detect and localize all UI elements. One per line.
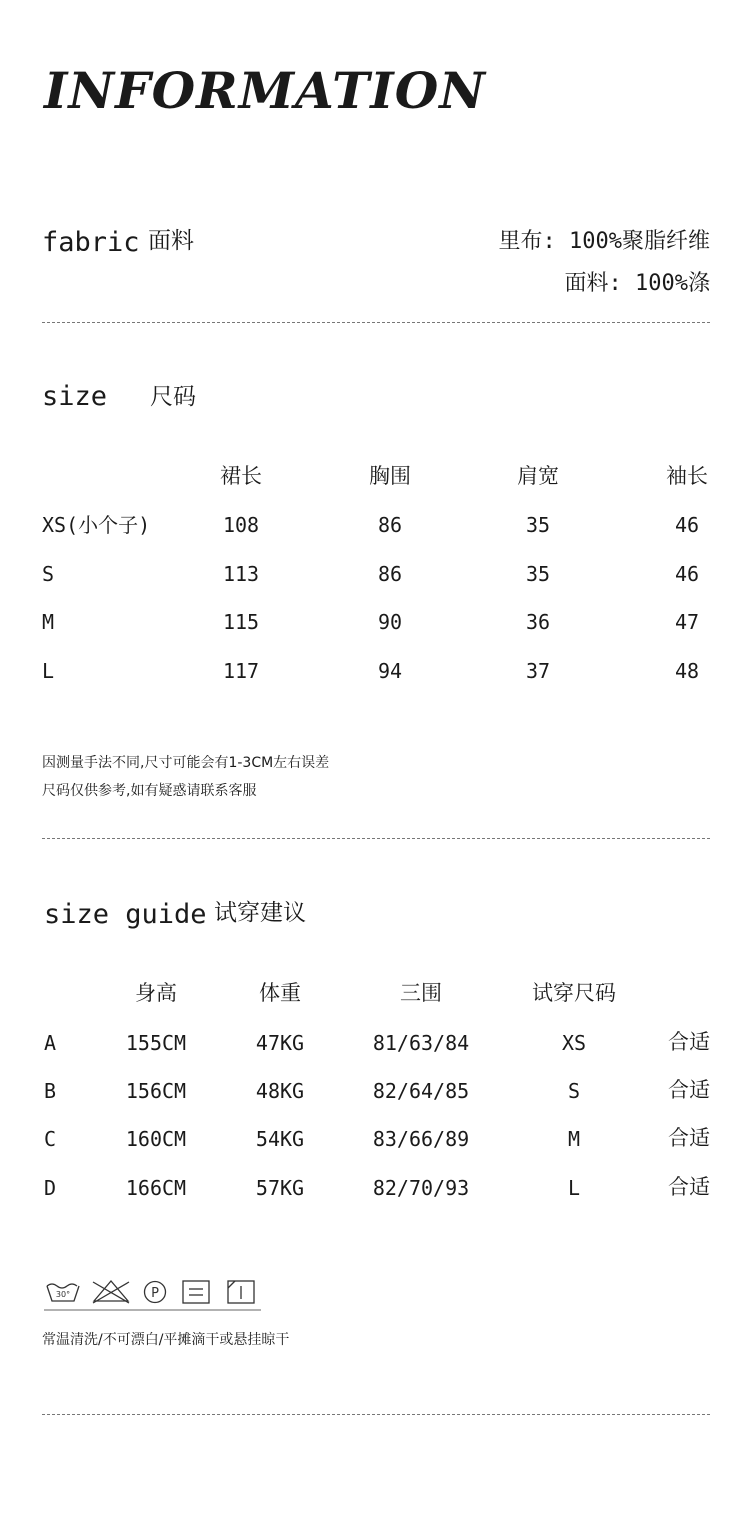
size-cell: 46 [674, 513, 700, 537]
guide-height: 160CM [125, 1127, 187, 1151]
svg-text:P: P [151, 1286, 159, 1301]
guide-size: L [567, 1176, 581, 1200]
guide-height: 166CM [125, 1176, 187, 1200]
care-icons [44, 1276, 262, 1312]
size-row-label: L [42, 659, 55, 683]
size-cell: 36 [525, 610, 551, 634]
size-row-label: M [42, 610, 55, 634]
guide-measure: 81/63/84 [372, 1031, 470, 1055]
guide-measure: 83/66/89 [372, 1127, 470, 1151]
size-cell: 37 [525, 659, 551, 683]
size-row-label: XS(小个子) [42, 513, 151, 537]
guide-height: 155CM [125, 1031, 187, 1055]
size-cell: 48 [674, 659, 700, 683]
size-cell: 46 [674, 562, 700, 586]
size-cell: 86 [377, 562, 403, 586]
hang-dry-icon [228, 1281, 254, 1303]
guide-height: 156CM [125, 1079, 187, 1103]
size-cell: 35 [525, 562, 551, 586]
guide-weight: 57KG [255, 1176, 305, 1200]
guide-header: 体重 [259, 981, 301, 1005]
guide-fit: 合适 [668, 1175, 710, 1199]
guide-label-cn: 试穿建议 [214, 900, 306, 926]
size-cell: 86 [377, 513, 403, 537]
size-cell: 35 [525, 513, 551, 537]
guide-fit: 合适 [668, 1078, 710, 1102]
size-row-label: S [42, 562, 55, 586]
guide-fit: 合适 [668, 1126, 710, 1150]
size-note: 尺码仅供参考,如有疑惑请联系客服 [42, 783, 257, 799]
guide-row-id: C [44, 1127, 57, 1151]
fabric-label-cn: 面料 [148, 228, 194, 254]
guide-measure: 82/70/93 [372, 1176, 470, 1200]
care-text: 常温清洗/不可漂白/平摊滴干或悬挂晾干 [42, 1332, 290, 1348]
size-header: 肩宽 [517, 464, 559, 488]
size-cell: 94 [377, 659, 403, 683]
guide-size: XS [561, 1031, 587, 1055]
guide-header: 试穿尺码 [532, 981, 616, 1005]
divider [42, 1414, 710, 1415]
guide-header: 身高 [135, 981, 177, 1005]
guide-weight: 54KG [255, 1127, 305, 1151]
size-header: 裙长 [220, 464, 262, 488]
fabric-label-en: fabric [42, 227, 140, 258]
size-cell: 90 [377, 610, 403, 634]
size-cell: 108 [222, 513, 260, 537]
divider [42, 838, 710, 839]
guide-size: M [567, 1127, 581, 1151]
size-cell: 117 [222, 659, 260, 683]
size-label-en: size [42, 381, 108, 412]
fabric-lining: 里布: 100%聚脂纤维 [498, 229, 710, 254]
guide-row-id: D [44, 1176, 57, 1200]
wash-30-icon [47, 1284, 79, 1301]
dry-clean-p-icon [145, 1282, 166, 1303]
flat-dry-icon [183, 1281, 209, 1303]
size-cell: 113 [222, 562, 260, 586]
size-header: 袖长 [666, 464, 708, 488]
page-title: INFORMATION [44, 61, 486, 120]
guide-label-en: size guide [44, 899, 207, 930]
guide-row-id: B [44, 1079, 57, 1103]
size-label-cn: 尺码 [150, 384, 196, 410]
size-cell: 115 [222, 610, 260, 634]
guide-measure: 82/64/85 [372, 1079, 470, 1103]
guide-size: S [567, 1079, 581, 1103]
guide-weight: 47KG [255, 1031, 305, 1055]
guide-weight: 48KG [255, 1079, 305, 1103]
guide-header: 三围 [400, 981, 442, 1005]
size-header: 胸围 [369, 464, 411, 488]
divider [42, 322, 710, 323]
guide-fit: 合适 [668, 1030, 710, 1054]
guide-row-id: A [44, 1031, 57, 1055]
size-note: 因测量手法不同,尺寸可能会有1-3CM左右误差 [42, 755, 330, 771]
size-cell: 47 [674, 610, 700, 634]
svg-text:30°: 30° [55, 1290, 71, 1299]
fabric-shell: 面料: 100%涤 [564, 271, 710, 296]
no-bleach-icon [93, 1281, 129, 1303]
